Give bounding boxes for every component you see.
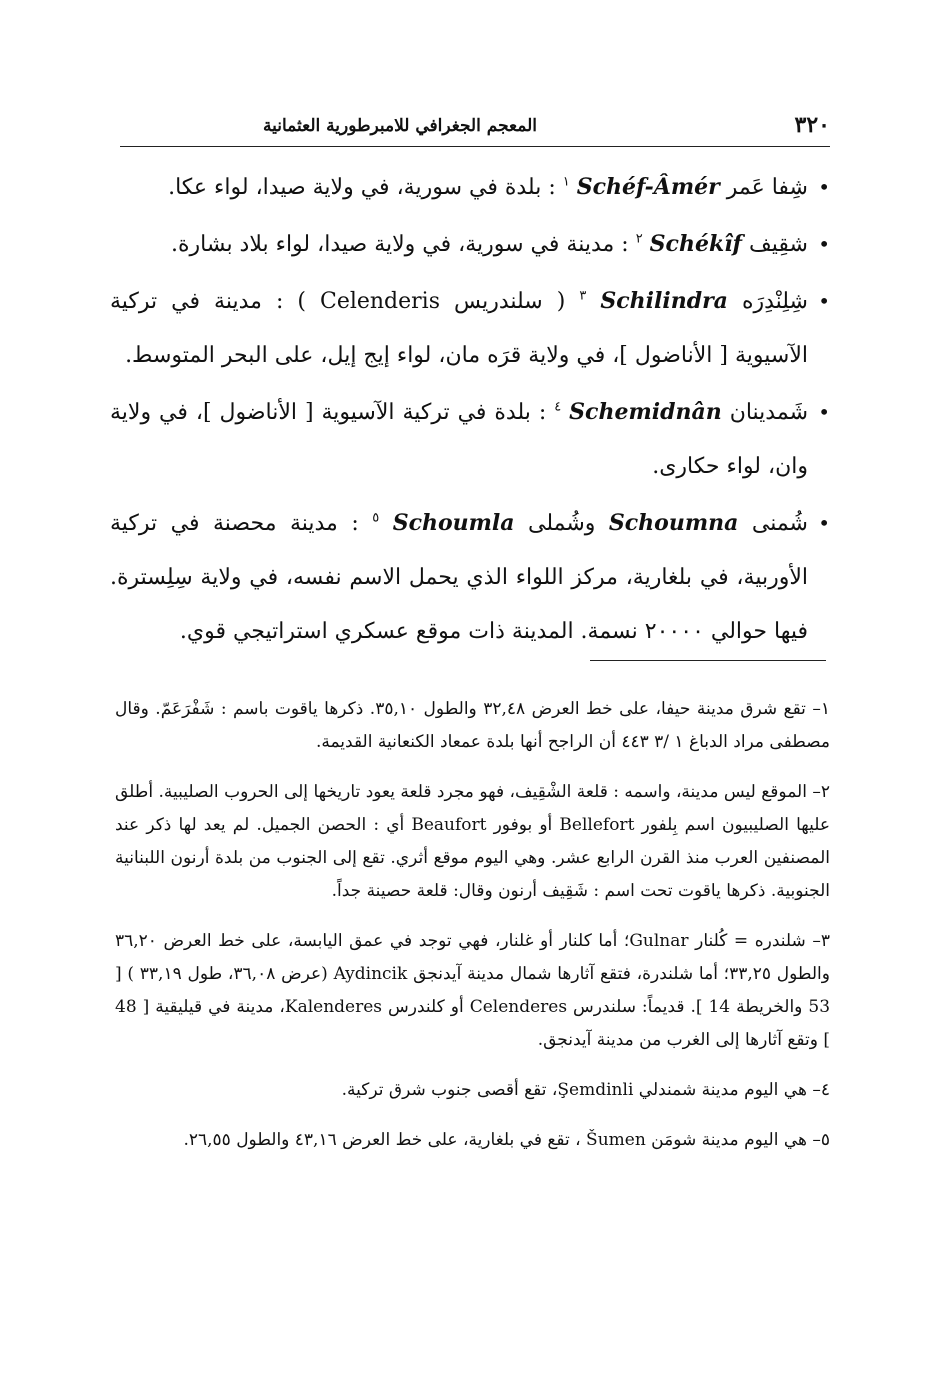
footnote-ref: ٥ <box>372 510 380 526</box>
entry-name: شُمنى <box>751 511 808 536</box>
entry-text: ( سلندريس Celenderis ) : مدينة في تركية الآسيوية [ الأناضول ]، في ولاية قرَه مان، لواء إيج إيل، على البحر المتوسط. <box>110 289 808 368</box>
entry-name: شِفا عَمر <box>726 175 808 200</box>
footnote-5: ٥– هي اليوم مدينة شومَن Šumen ، تقع في بلغارية، على خط العرض ٤٣,١٦ والطول ٢٦,٥٥. <box>183 1130 830 1150</box>
bullet: • <box>818 400 830 424</box>
page-number: ٣٢٠ <box>794 112 830 138</box>
footnotes <box>115 676 830 1167</box>
footnote-ref: ٤ <box>554 399 562 415</box>
entry-latin-name: Schékîf <box>649 231 743 257</box>
entry-name: شَمدينان <box>729 400 809 425</box>
footnote-ref: ١ <box>562 174 570 190</box>
footnote-1: ١– تقع شرق مدينة حيفا، على خط العرض ٣٢,٤٨ والطول ٣٥,١٠. ذكرها ياقوت باسم : شَفْرَعَمّ. وقال مصطفى مراد الدباغ ١ /٣ ٤٤٣ أن الراجح أنها بلدة عمعاد الكنعانية القديمة. <box>115 699 830 752</box>
entry-latin-name: Schéf-Âmér <box>576 174 720 200</box>
entry-text: : بلدة في تركية الآسيوية [ الأناضول ]، في ولاية وان، لواء حكارى. <box>110 400 808 479</box>
bullet: • <box>818 511 830 535</box>
running-title: المعجم الجغرافي للامبرطورية العثمانية <box>263 116 537 136</box>
entry-latin-name: Schoumna <box>608 510 739 536</box>
footnote-2: ٢– الموقع ليس مدينة، واسمه : قلعة الشْقِيف، فهو مجرد قلعة يعود تاريخها إلى الحروب الصليبية. أطلق عليها الصليبيون اسم بِلفور Bellefort أو بوفور Beaufort أي : الحصن الجميل. لم يعد لها ذكر عند المصنفين العرب منذ القرن الرابع عشر. وهي اليوم موقع أثري. تقع إلى الجنوب من بلدة أرنون اللبنانية الجنوبية. ذكرها ياقوت تحت اسم : شَقِيف أرنون وقال: قلعة حصينة جداً. <box>115 782 830 901</box>
entry-latin-name-alt: Schoumla <box>392 510 515 536</box>
entry-name-alt: وشُملى <box>514 511 609 536</box>
footnote-ref: ٣ <box>579 288 587 304</box>
entry-schemidnan <box>110 385 830 494</box>
entry-latin-name: Schemidnân <box>569 399 722 425</box>
footnote-3: ٣– شلندره = كُلنار Gulnar؛ أما كلنار أو غلنار، فهي توجد في عمق اليابسة، على خط العرض ٣٦,٢٠ والطول ٣٣,٢٥؛ أما شلندرة، فتقع آثارها شمال مدينة آيدنجق Aydincik (عرض ٣٦,٠٨، طول ٣٣,١٩ ) [ 53 والخريطة 14 ]. قديماً: سلندرس Celenderes أو كلندرس Kalenderes، مدينة في قيليقية [ 48 ] وتقع آثارها إلى الغرب من مدينة آيدنجق. <box>115 931 831 1050</box>
entry-name: شِلِنْدِرَه <box>741 289 808 314</box>
footnote-ref: ٢ <box>635 231 643 247</box>
entry-schef-amer <box>110 160 830 215</box>
entry-schilindra <box>110 274 830 383</box>
entry-text: : بلدة في سورية، في ولاية صيدا، لواء عكا. <box>168 175 563 200</box>
bullet: • <box>818 232 830 256</box>
bullet: • <box>818 175 830 199</box>
bullet: • <box>818 289 830 313</box>
footnote-separator <box>590 660 826 661</box>
entry-text: : مدينة محصنة في تركية الأوربية، في بلغارية، مركز اللواء الذي يحمل الاسم نفسه، في ولاية سِلِسترة. فيها حوالي ٢٠٠٠٠ نسمة. المدينة ذات موقع عسكري استراتيجي قوي. <box>110 511 808 644</box>
page-header <box>120 112 830 147</box>
footnote-4: ٤– هي اليوم مدينة شمندلي Şemdinli، تقع أقصى جنوب شرق تركية. <box>341 1080 830 1100</box>
entry-name: شقِيف <box>749 232 808 257</box>
entry-schekif <box>110 217 830 272</box>
entry-latin-name: Schilindra <box>600 288 728 314</box>
gazetteer-entries <box>110 160 830 661</box>
entry-text: : مدينة في سورية، في ولاية صيدا، لواء بلاد بشارة. <box>170 232 636 257</box>
entry-schoumna <box>110 496 830 659</box>
